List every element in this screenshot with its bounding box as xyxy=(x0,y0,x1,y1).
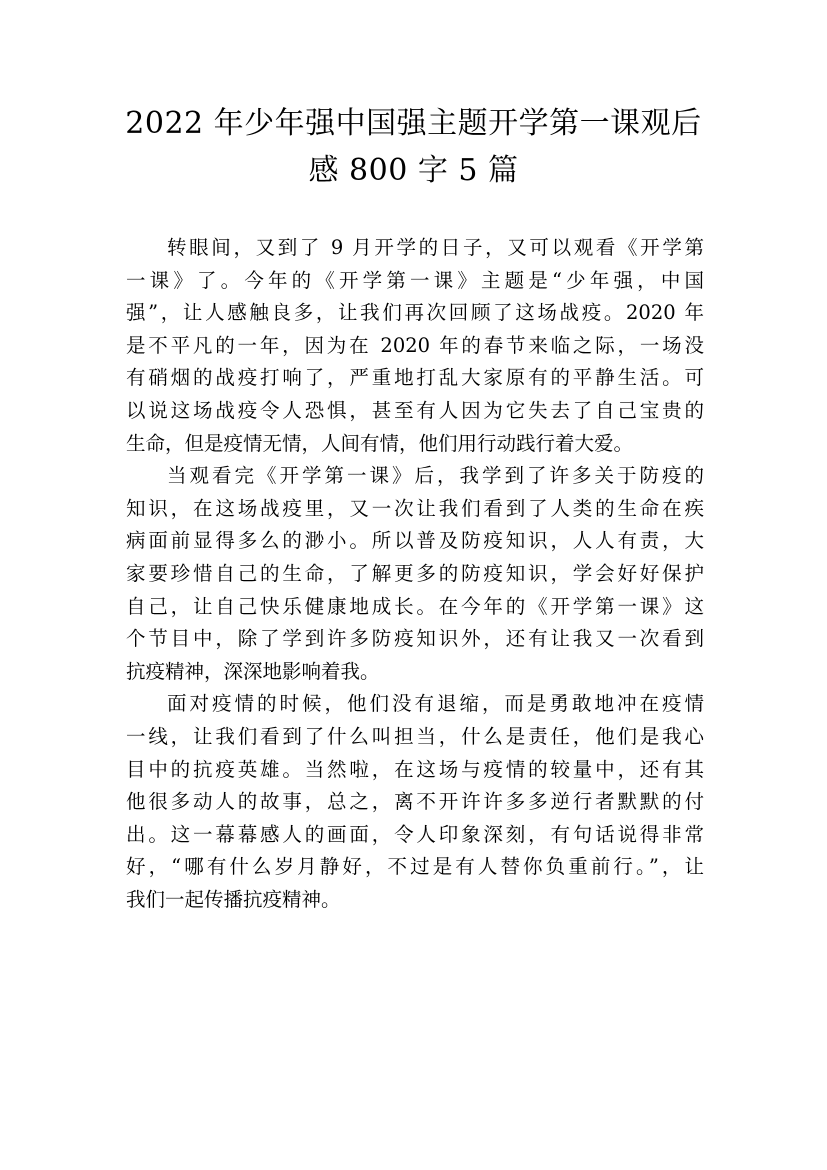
paragraph-line: 好，“哪有什么岁月静好，不过是有人替你负重前行。”，让 xyxy=(126,855,704,879)
document-title-line: 感 800 字 5 篇 xyxy=(308,153,519,188)
paragraph-line: 家要珍惜自己的生命，了解更多的防疫知识，学会好好保护 xyxy=(126,561,704,585)
paragraph-line: 生命，但是疫情无情，人间有情，他们用行动践行着大爱。 xyxy=(126,431,634,455)
paragraph-line: 我们一起传播抗疫精神。 xyxy=(126,887,341,911)
paragraph xyxy=(126,460,704,688)
document-title-line: 2022 年少年强中国强主题开学第一课观后 xyxy=(125,106,702,141)
paragraph-line: 他很多动人的故事，总之，离不开许许多多逆行者默默的付 xyxy=(126,790,704,814)
paragraph-line: 知识，在这场战疫里，又一次让我们看到了人类的生命在疾 xyxy=(126,496,704,520)
paragraph-line: 以说这场战疫令人恐惧，甚至有人因为它失去了自己宝贵的 xyxy=(126,398,704,422)
paragraph-line: 一课》了。今年的《开学第一课》主题是“少年强，中国 xyxy=(126,268,704,292)
paragraph xyxy=(126,688,704,916)
paragraph-line: 强”，让人感触良多，让我们再次回顾了这场战疫。2020 年 xyxy=(126,301,704,325)
paragraph-line: 是不平凡的一年，因为在 2020 年的春节来临之际，一场没 xyxy=(126,333,704,357)
paragraph-line: 个节目中，除了学到许多防疫知识外，还有让我又一次看到 xyxy=(126,627,704,651)
paragraph-line: 转眼间，又到了 9 月开学的日子，又可以观看《开学第 xyxy=(167,236,704,259)
paragraph-line: 目中的抗疫英雄。当然啦，在这场与疫情的较量中，还有其 xyxy=(126,757,704,781)
document-title xyxy=(100,100,727,194)
paragraph-line: 抗疫精神，深深地影响着我。 xyxy=(126,659,380,683)
paragraph-line: 当观看完《开学第一课》后，我学到了许多关于防疫的 xyxy=(167,464,704,488)
document-body xyxy=(126,232,704,916)
paragraph-line: 有硝烟的战疫打响了，严重地打乱大家原有的平静生活。可 xyxy=(126,366,704,390)
paragraph-line: 一线，让我们看到了什么叫担当，什么是责任，他们是我心 xyxy=(126,724,704,748)
paragraph xyxy=(126,232,704,460)
paragraph-line: 出。这一幕幕感人的画面，令人印象深刻，有句话说得非常 xyxy=(126,822,704,846)
paragraph-line: 病面前显得多么的渺小。所以普及防疫知识，人人有责，大 xyxy=(126,529,704,553)
paragraph-line: 自己，让自己快乐健康地成长。在今年的《开学第一课》这 xyxy=(126,594,704,618)
paragraph-line: 面对疫情的时候，他们没有退缩，而是勇敢地冲在疫情 xyxy=(167,692,704,716)
